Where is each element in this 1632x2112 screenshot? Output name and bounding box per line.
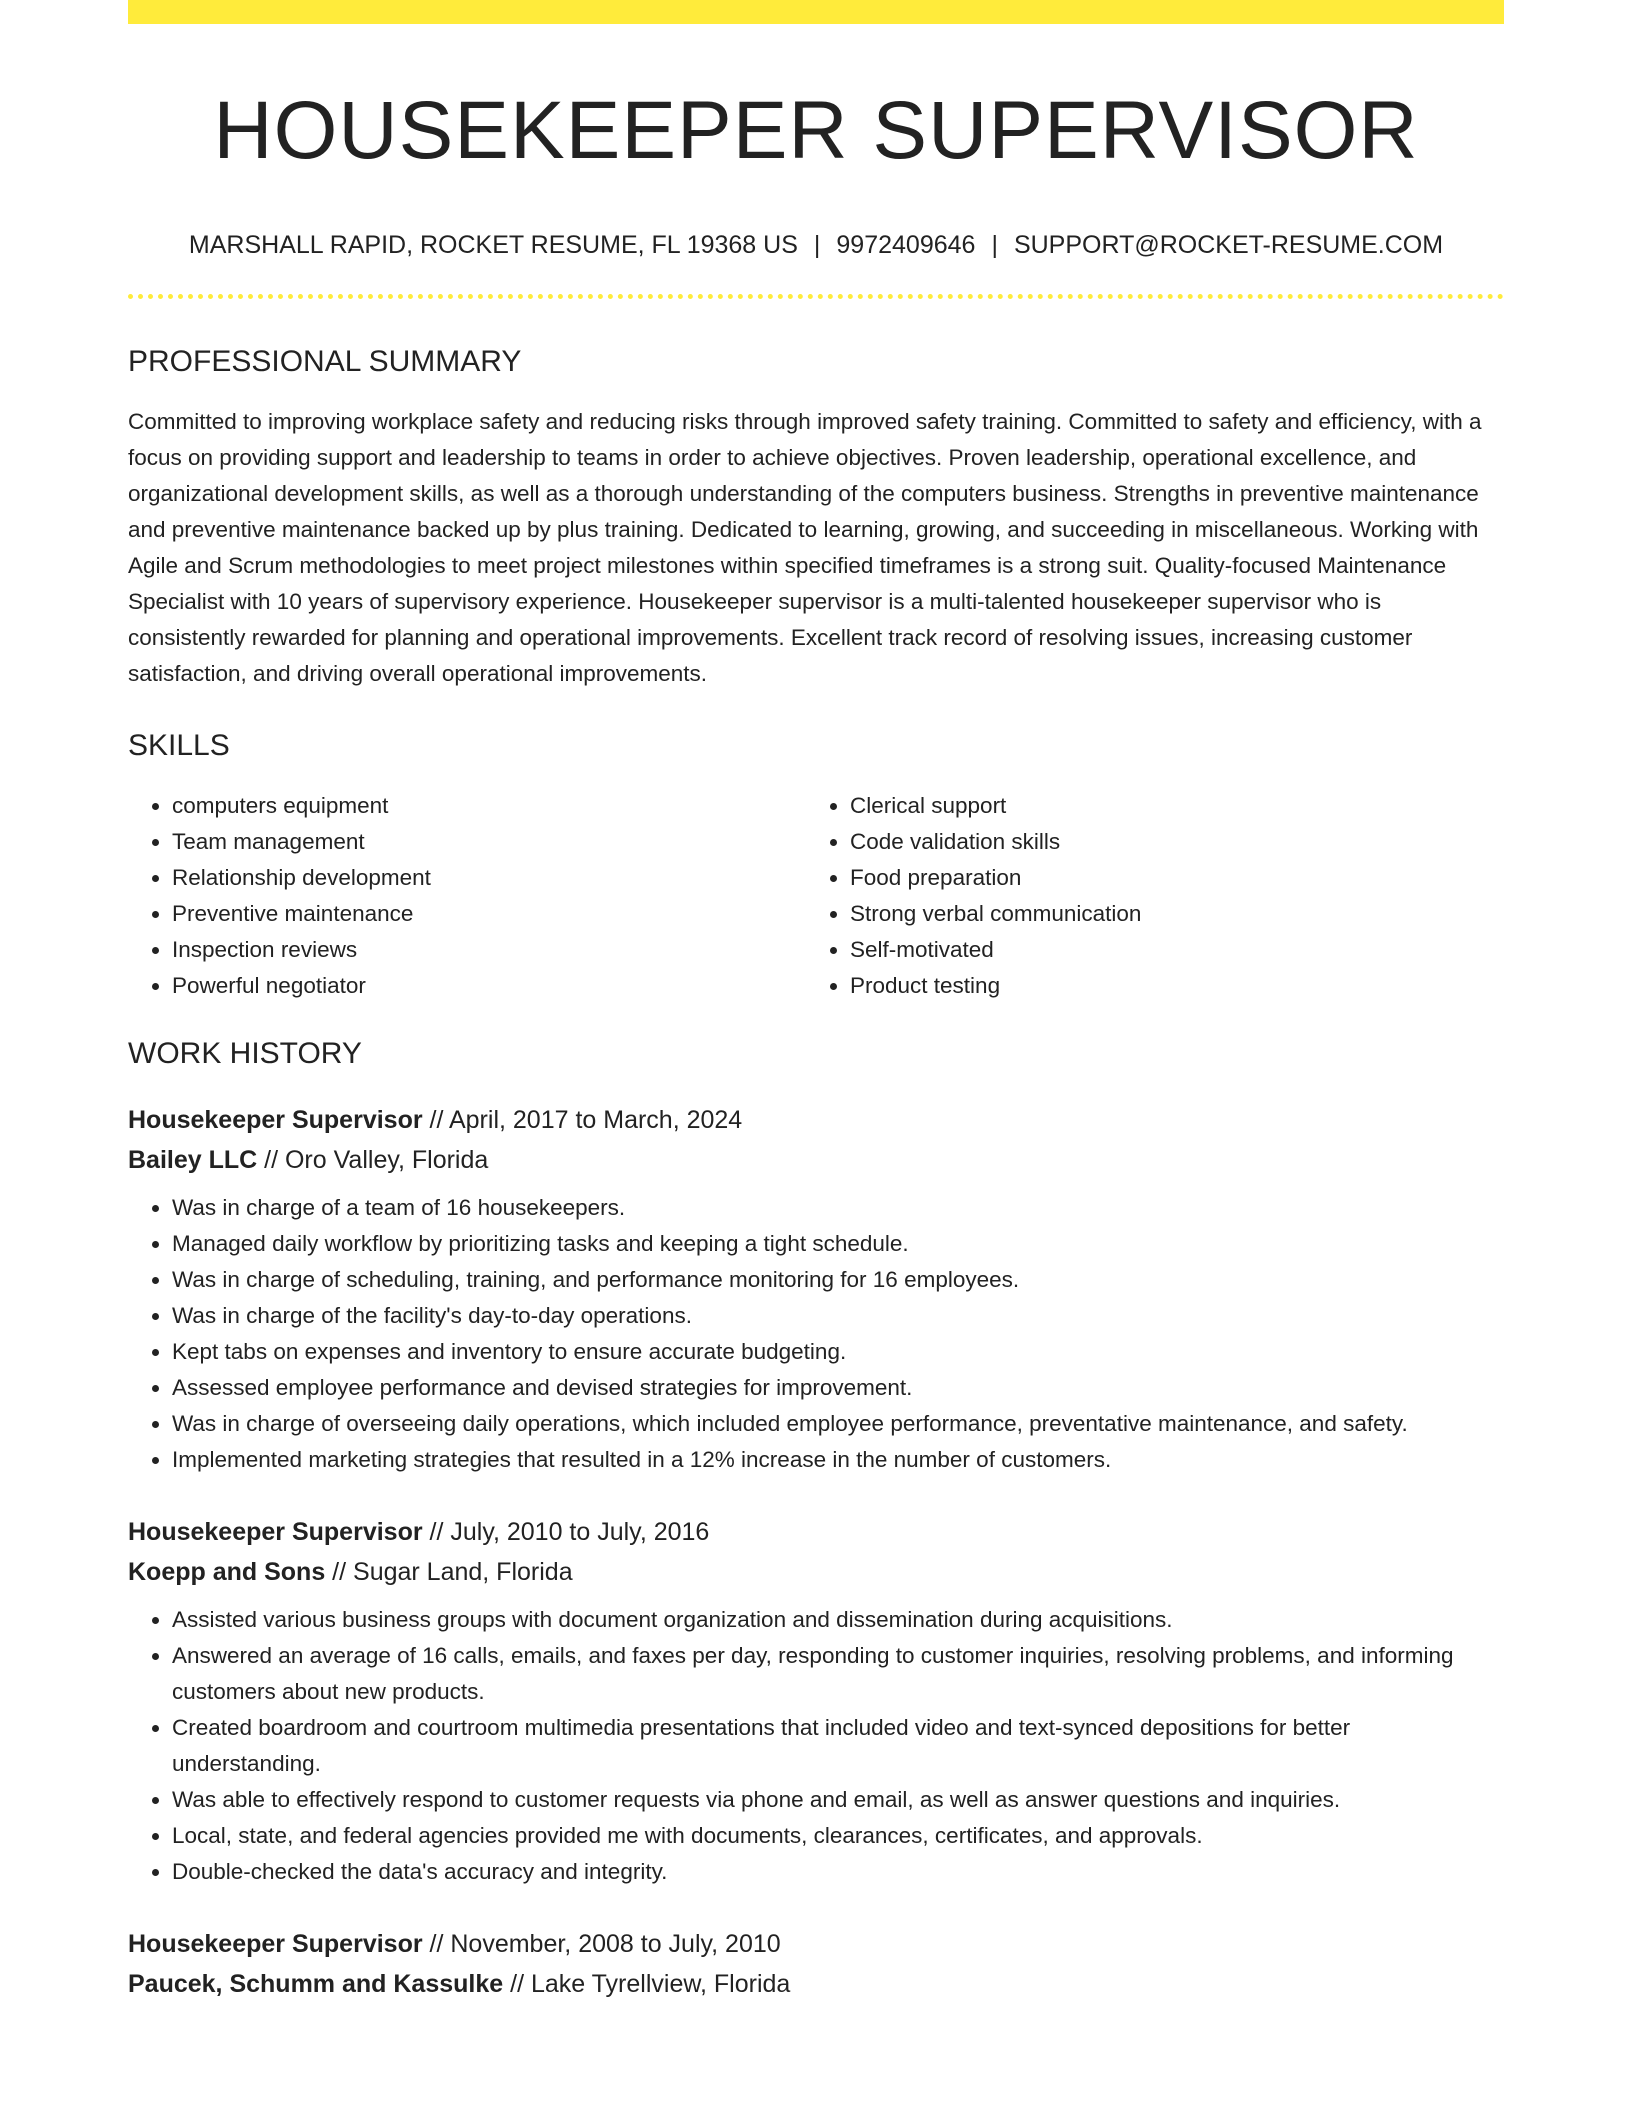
job-bullet: • Implemented marketing strategies that resulted in a 12% increase in the number of customers. (172, 1442, 1504, 1478)
contact-address: MARSHALL RAPID, ROCKET RESUME, FL 19368 US (188, 231, 798, 260)
skill-item: • Relationship development (172, 860, 806, 896)
skills-column-right (806, 788, 1484, 1004)
job-bullet: • Assisted various business groups with document organization and dissemination during acquisitions. (172, 1602, 1504, 1638)
job-company-line (128, 1552, 1504, 1592)
job-role: Housekeeper Supervisor (128, 1106, 423, 1135)
contact-separator: | (813, 231, 821, 260)
skill-item: • Product testing (850, 968, 1484, 1004)
skill-item: • Strong verbal communication (850, 896, 1484, 932)
skill-item: • Preventive maintenance (172, 896, 806, 932)
skill-item: • Food preparation (850, 860, 1484, 896)
job-bullet: • Was in charge of the facility's day-to-day operations. (172, 1298, 1504, 1334)
job-title-line (128, 1512, 1504, 1552)
resume-page (128, 0, 1504, 2004)
contact-phone: 9972409646 (836, 231, 976, 260)
job-bullet: • Created boardroom and courtroom multimedia presentations that included video and text-synced depositions for better understanding. (172, 1710, 1504, 1782)
contact-line (128, 230, 1504, 260)
job-title-line (128, 1924, 1504, 1964)
job-location: // Oro Valley, Florida (257, 1146, 489, 1175)
job-company-line (128, 1140, 1504, 1180)
skill-item: • Team management (172, 824, 806, 860)
job-bullet: • Kept tabs on expenses and inventory to ensure accurate budgeting. (172, 1334, 1504, 1370)
contact-email: SUPPORT@ROCKET-RESUME.COM (1013, 231, 1444, 260)
job-role: Housekeeper Supervisor (128, 1930, 423, 1959)
skill-item: • Clerical support (850, 788, 1484, 824)
skills-list (128, 788, 1504, 1004)
job-company: Bailey LLC (128, 1146, 258, 1175)
job-entry (128, 1100, 1504, 1478)
job-bullet: • Local, state, and federal agencies provided me with documents, clearances, certificates, and approvals. (172, 1818, 1504, 1854)
skills-heading: SKILLS (128, 729, 230, 763)
summary-text: Committed to improving workplace safety and reducing risks through improved safety training. Committed to safety and efficiency, with a focus on providing support and leadership to teams in order to achieve objectives. Proven leadership, operational excellence, and organizational development skills, as well as a thorough understanding of the computers business. Strengths in preventive maintenance and preventive maintenance backed up by plus training. Dedicated to learning, growing, and succeeding in miscellaneous. Working with Agile and Scrum methodologies to meet project milestones within specified timeframes is a strong suit. Quality-focused Maintenance Specialist with 10 years of supervisory experience. Housekeeper supervisor is a multi-talented housekeeper supervisor who is consistently rewarded for planning and operational improvements. Excellent track record of resolving issues, increasing customer satisfaction, and driving overall operational improvements. (128, 409, 1482, 687)
job-bullet: • Double-checked the data's accuracy and integrity. (172, 1854, 1504, 1890)
job-role: Housekeeper Supervisor (128, 1518, 423, 1547)
job-company: Paucek, Schumm and Kassulke (128, 1970, 504, 1999)
summary-heading: PROFESSIONAL SUMMARY (128, 345, 522, 379)
job-entry (128, 1924, 1504, 2004)
job-entry (128, 1512, 1504, 1890)
skill-item: • Powerful negotiator (172, 968, 806, 1004)
job-bullet: • Was in charge of a team of 16 housekeepers. (172, 1190, 1504, 1226)
job-company: Koepp and Sons (128, 1558, 326, 1587)
skill-item: • Code validation skills (850, 824, 1484, 860)
job-bullet: • Was in charge of overseeing daily operations, which included employee performance, preventative maintenance, and safety. (172, 1406, 1504, 1442)
job-location: // Lake Tyrellview, Florida (503, 1970, 791, 1999)
work-history-heading: WORK HISTORY (128, 1037, 362, 1071)
dotted-divider (128, 294, 1504, 299)
job-bullet: • Was able to effectively respond to customer requests via phone and email, as well as answer questions and inquiries. (172, 1782, 1504, 1818)
job-dates: // April, 2017 to March, 2024 (422, 1106, 743, 1135)
skill-item: • Inspection reviews (172, 932, 806, 968)
job-location: // Sugar Land, Florida (325, 1558, 573, 1587)
job-bullets (128, 1190, 1504, 1478)
job-bullet: • Managed daily workflow by prioritizing tasks and keeping a tight schedule. (172, 1226, 1504, 1262)
job-title-line (128, 1100, 1504, 1140)
skills-column-left (128, 788, 806, 1004)
job-bullet: • Was in charge of scheduling, training, and performance monitoring for 16 employees. (172, 1262, 1504, 1298)
contact-separator: | (991, 231, 998, 260)
job-dates: // November, 2008 to July, 2010 (422, 1930, 781, 1959)
job-bullet: • Assessed employee performance and devised strategies for improvement. (172, 1370, 1504, 1406)
job-bullet: • Answered an average of 16 calls, emails, and faxes per day, responding to customer inquiries, resolving problems, and informing customers about new products. (172, 1638, 1504, 1710)
skill-item: • computers equipment (172, 788, 806, 824)
accent-bar (128, 0, 1504, 24)
job-bullets (128, 1602, 1504, 1890)
job-company-line (128, 1964, 1504, 2004)
skill-item: • Self-motivated (850, 932, 1484, 968)
job-dates: // July, 2010 to July, 2016 (422, 1518, 710, 1547)
resume-name: HOUSEKEEPER SUPERVISOR (213, 85, 1419, 176)
